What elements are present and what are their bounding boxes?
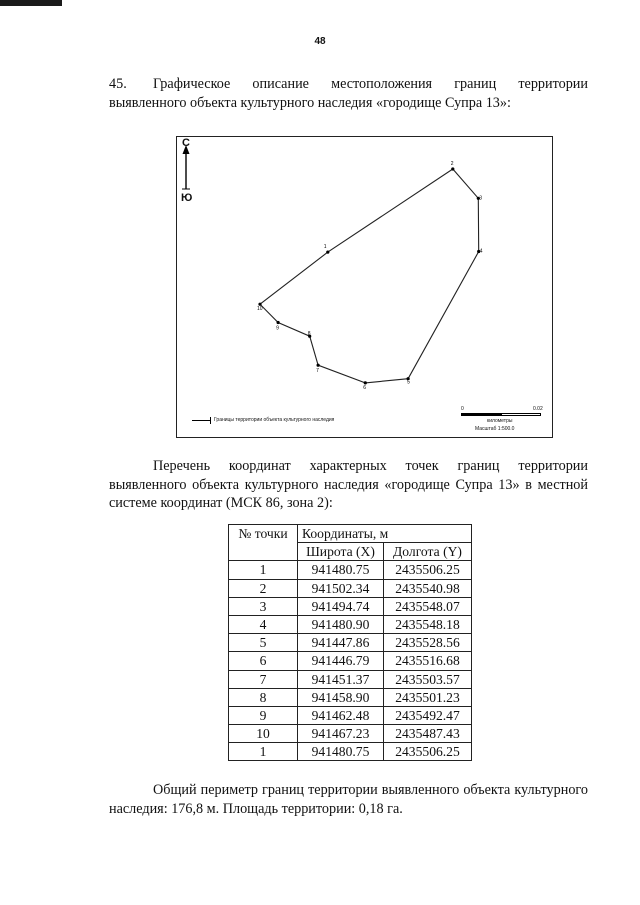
legend-line-sample [192, 420, 210, 421]
cell-latitude: 941451.37 [298, 670, 384, 688]
perimeter-summary-text: Общий периметр границ территории выявленного объекта культурного наследия: 176,8 м. Площадь территории: 0,18 га. [109, 782, 588, 817]
vertex-label: 2 [450, 161, 454, 167]
scale-graphic [461, 413, 541, 416]
cell-latitude: 941480.75 [298, 743, 384, 761]
header-point-blank [229, 543, 298, 561]
scale-fill [462, 414, 502, 415]
cell-longitude: 2435503.57 [384, 670, 472, 688]
cell-longitude: 2435506.25 [384, 561, 472, 579]
header-longitude: Долгота (Y) [384, 543, 472, 561]
vertex-label: 8 [307, 331, 311, 338]
cell-latitude: 941458.90 [298, 688, 384, 706]
cell-longitude: 2435540.98 [384, 579, 472, 597]
table-header-row [229, 525, 472, 543]
cell-point: 10 [229, 725, 298, 743]
cell-longitude: 2435548.18 [384, 615, 472, 633]
boundary-polygon [260, 169, 479, 383]
vertex-label: 6 [363, 384, 367, 391]
south-label: Ю [181, 192, 193, 204]
cell-latitude: 941480.75 [298, 561, 384, 579]
cell-longitude: 2435501.23 [384, 688, 472, 706]
vertex-marker [317, 364, 320, 367]
header-latitude: Широта (X) [298, 543, 384, 561]
cell-latitude: 941502.34 [298, 579, 384, 597]
vertex-label: 1 [323, 244, 327, 251]
vertex-label: 3 [479, 195, 483, 202]
vertex-marker [326, 251, 329, 254]
boundary-map [176, 136, 553, 438]
cell-latitude: 941462.48 [298, 706, 384, 724]
cell-latitude: 941447.86 [298, 634, 384, 652]
table-row [229, 615, 472, 633]
vertex-label: 7 [316, 368, 319, 375]
cell-longitude: 2435548.07 [384, 597, 472, 615]
cell-longitude: 2435487.43 [384, 725, 472, 743]
vertex-label: 4 [479, 248, 483, 255]
scan-artifact [0, 0, 62, 6]
page-number: 48 [314, 36, 326, 47]
cell-point: 4 [229, 615, 298, 633]
cell-longitude: 2435516.68 [384, 652, 472, 670]
cell-latitude: 941494.74 [298, 597, 384, 615]
cell-latitude: 941446.79 [298, 652, 384, 670]
table-row [229, 670, 472, 688]
legend-label: Границы территории объекта культурного наследия [214, 417, 335, 423]
cell-point: 8 [229, 688, 298, 706]
vertex-label: 5 [407, 379, 410, 386]
vertex-group [257, 161, 483, 391]
scale-max: 0.02 [533, 406, 543, 412]
table-row [229, 634, 472, 652]
table-row [229, 597, 472, 615]
cell-point: 6 [229, 652, 298, 670]
scale-unit: километры [487, 418, 513, 424]
vertex-label: 10 [257, 306, 263, 313]
table-row [229, 725, 472, 743]
table-row [229, 688, 472, 706]
table-subheader-row [229, 543, 472, 561]
vertex-marker [277, 321, 280, 324]
table-row [229, 743, 472, 761]
header-coordinates: Координаты, м [298, 525, 472, 543]
table-row [229, 706, 472, 724]
table-row [229, 652, 472, 670]
cell-longitude: 2435528.56 [384, 634, 472, 652]
coordinates-intro-text: Перечень координат характерных точек границ территории выявленного объекта культурного наследия «городище Супра 13» в местной системе координат (МСК 86, зона 2): [109, 458, 588, 511]
cell-longitude: 2435492.47 [384, 706, 472, 724]
cell-point: 9 [229, 706, 298, 724]
section-heading-text: Графическое описание местоположения границ территории выявленного объекта культурного наследия «городище Супра 13»: [109, 76, 588, 111]
section-number: 45. [109, 76, 127, 92]
cell-point: 7 [229, 670, 298, 688]
table-row [229, 561, 472, 579]
cell-point: 3 [229, 597, 298, 615]
cell-latitude: 941480.90 [298, 615, 384, 633]
legend-tick [210, 417, 211, 424]
vertex-label: 9 [276, 325, 279, 332]
header-point-number: № точки [229, 525, 298, 543]
section-heading [109, 75, 588, 112]
coordinates-table [228, 524, 472, 761]
perimeter-summary [109, 781, 588, 818]
cell-point: 1 [229, 743, 298, 761]
cell-point: 5 [229, 634, 298, 652]
table-row [229, 579, 472, 597]
scale-ratio: Масштаб 1:500.0 [475, 426, 515, 432]
scale-bar [461, 405, 547, 435]
boundary-map-canvas [177, 137, 554, 439]
scale-zero: 0 [461, 406, 464, 412]
cell-longitude: 2435506.25 [384, 743, 472, 761]
cell-point: 2 [229, 579, 298, 597]
north-label: С [182, 137, 190, 149]
coordinates-intro [109, 457, 588, 513]
vertex-marker [451, 167, 454, 170]
cell-latitude: 941467.23 [298, 725, 384, 743]
cell-point: 1 [229, 561, 298, 579]
